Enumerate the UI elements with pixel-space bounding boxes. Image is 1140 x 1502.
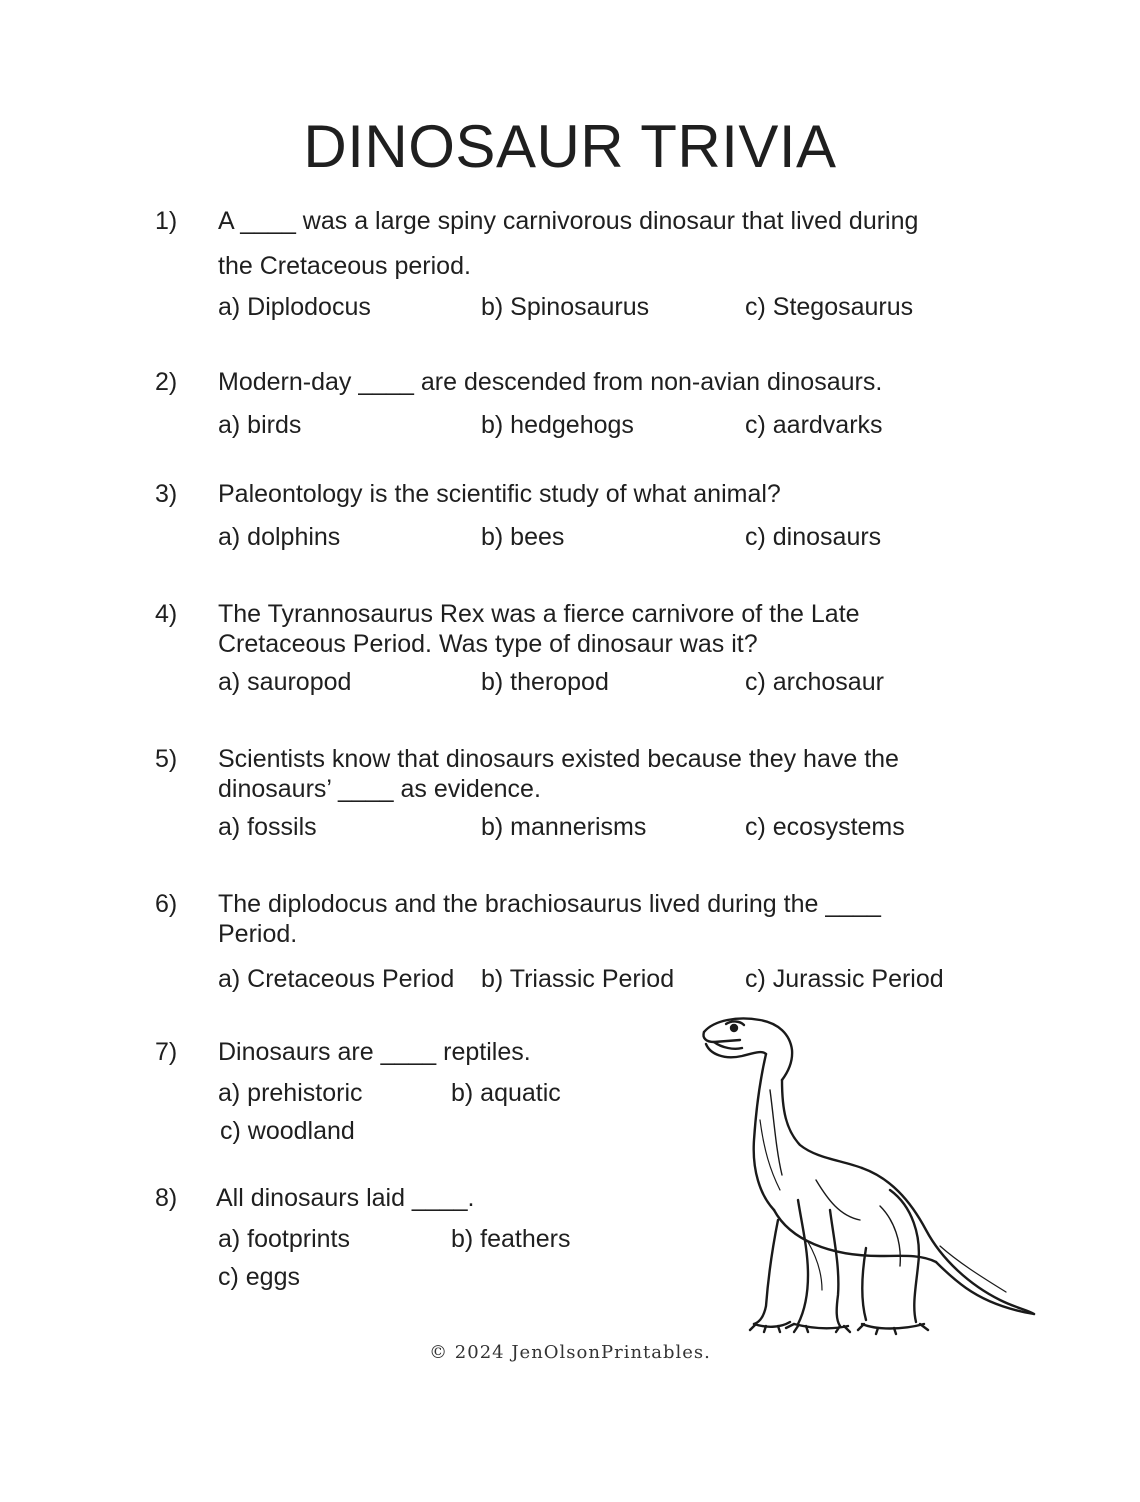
answer-option-a[interactable]: a) birds [218, 411, 302, 439]
question-number: 4) [155, 600, 178, 628]
question-text-line: Cretaceous Period. Was type of dinosaur was it? [218, 630, 758, 658]
question-number: 7) [155, 1038, 178, 1066]
answer-option-c[interactable]: c) eggs [218, 1263, 300, 1291]
question-number: 2) [155, 368, 178, 396]
question-number: 8) [155, 1184, 178, 1212]
answer-option-b[interactable]: b) mannerisms [481, 813, 647, 841]
answer-option-a[interactable]: a) Cretaceous Period [218, 965, 455, 993]
question-text-line: Dinosaurs are ____ reptiles. [218, 1038, 531, 1066]
page-title: DINOSAUR TRIVIA [303, 113, 837, 180]
answer-option-c[interactable]: c) archosaur [745, 668, 884, 696]
answer-option-b[interactable]: b) bees [481, 523, 565, 551]
answer-option-b[interactable]: b) hedgehogs [481, 411, 634, 439]
answer-option-a[interactable]: a) Diplodocus [218, 293, 371, 321]
answer-option-b[interactable]: b) aquatic [451, 1079, 561, 1107]
answer-option-b[interactable]: b) Triassic Period [481, 965, 675, 993]
answer-option-a[interactable]: a) dolphins [218, 523, 341, 551]
question-number: 5) [155, 745, 178, 773]
answer-option-c[interactable]: c) Stegosaurus [745, 293, 914, 321]
question-text-line: Scientists know that dinosaurs existed because they have the [218, 745, 899, 773]
answer-option-b[interactable]: b) Spinosaurus [481, 293, 650, 321]
question-text-line: dinosaurs’ ____ as evidence. [218, 775, 541, 803]
dinosaur-illustration-icon [690, 1010, 1050, 1340]
answer-option-a[interactable]: a) prehistoric [218, 1079, 363, 1107]
answer-option-a[interactable]: a) fossils [218, 813, 317, 841]
question-number: 6) [155, 890, 178, 918]
answer-option-b[interactable]: b) feathers [451, 1225, 571, 1253]
question-text-line: The Tyrannosaurus Rex was a fierce carnivore of the Late [218, 600, 860, 628]
question-text-line: the Cretaceous period. [218, 252, 471, 280]
answer-option-a[interactable]: a) sauropod [218, 668, 352, 696]
answer-option-a[interactable]: a) footprints [218, 1225, 351, 1253]
question-text-line: The diplodocus and the brachiosaurus lived during the ____ [218, 890, 881, 918]
question-number: 1) [155, 207, 178, 235]
answer-option-c[interactable]: c) dinosaurs [745, 523, 882, 551]
copyright-footer: © 2024 JenOlsonPrintables. [429, 1342, 711, 1363]
question-text-line: All dinosaurs laid ____. [216, 1184, 475, 1212]
question-text-line: Paleontology is the scientific study of what animal? [218, 480, 781, 508]
answer-option-b[interactable]: b) theropod [481, 668, 609, 696]
answer-option-c[interactable]: c) woodland [220, 1117, 355, 1145]
answer-option-c[interactable]: c) aardvarks [745, 411, 883, 439]
answer-option-c[interactable]: c) Jurassic Period [745, 965, 944, 993]
question-text-line: Modern-day ____ are descended from non-avian dinosaurs. [218, 368, 883, 396]
question-text-line: A ____ was a large spiny carnivorous dinosaur that lived during [218, 207, 919, 235]
question-number: 3) [155, 480, 178, 508]
question-text-line: Period. [218, 920, 298, 948]
answer-option-c[interactable]: c) ecosystems [745, 813, 905, 841]
